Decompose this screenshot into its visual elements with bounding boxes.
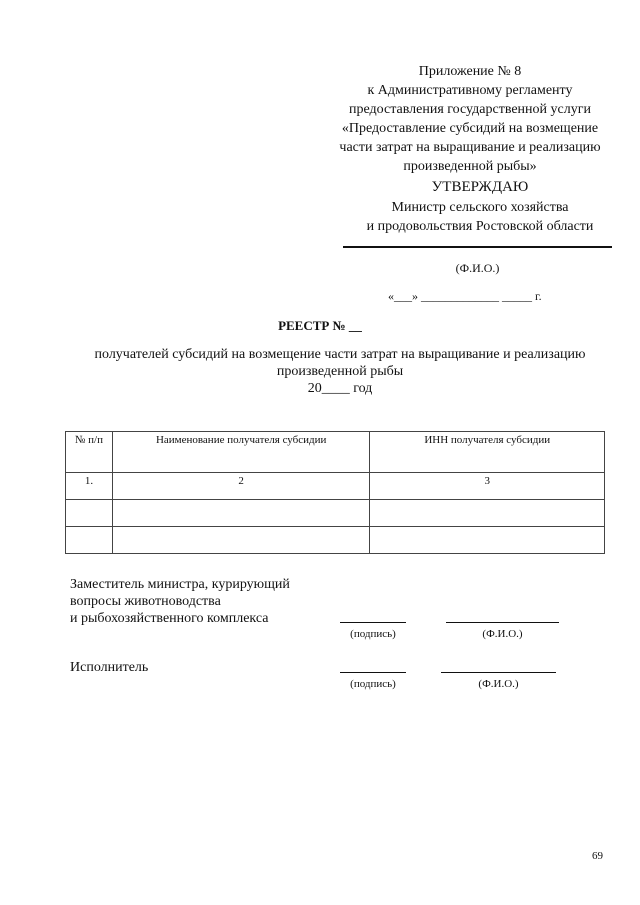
header-cell: Наименование получателя субсидии xyxy=(112,432,370,473)
annex-line: части затрат на выращивание и реализацию xyxy=(339,140,601,155)
table-header-row xyxy=(66,432,605,473)
deputy-line: вопросы животноводства xyxy=(70,594,221,609)
executor-label: Исполнитель xyxy=(70,660,149,675)
numbering-cell: 1. xyxy=(66,473,113,500)
table-cell[interactable] xyxy=(112,527,370,554)
approval-signature-line xyxy=(343,246,612,248)
approval-line: и продовольствия Ростовской области xyxy=(366,219,594,234)
numbering-cell: 2 xyxy=(112,473,370,500)
deputy-signature-line xyxy=(340,622,406,623)
deputy-fio-caption: (Ф.И.О.) xyxy=(482,628,523,640)
executor-signature-line xyxy=(340,672,406,673)
registry-line: получателей субсидий на возмещение части затрат на выращивание и реализацию xyxy=(94,347,586,362)
annex-line: к Административному регламенту xyxy=(367,83,573,98)
page-number: 69 xyxy=(592,850,603,862)
deputy-fio-line xyxy=(446,622,559,623)
approval-block xyxy=(320,178,640,236)
deputy-line: и рыбохозяйственного комплекса xyxy=(70,611,269,626)
table-cell[interactable] xyxy=(66,527,113,554)
annex-line: предоставления государственной услуги xyxy=(349,102,591,117)
registry-year: 20____ год xyxy=(307,381,373,396)
table-cell[interactable] xyxy=(370,500,605,527)
table-cell[interactable] xyxy=(112,500,370,527)
executor-fio-caption: (Ф.И.О.) xyxy=(478,678,519,690)
approval-heading: УТВЕРЖДАЮ xyxy=(431,179,529,195)
deputy-minister-block xyxy=(70,576,290,627)
table-row xyxy=(66,527,605,554)
executor-fio-line xyxy=(441,672,556,673)
table-row xyxy=(66,500,605,527)
header-cell: № п/п xyxy=(66,432,113,473)
deputy-signature-caption: (подпись) xyxy=(350,628,396,640)
registry-line: произведенной рыбы xyxy=(276,364,404,379)
annex-line: произведенной рыбы» xyxy=(403,159,537,174)
approval-line: Министр сельского хозяйства xyxy=(391,200,569,215)
numbering-cell: 3 xyxy=(370,473,605,500)
approval-fio: (Ф.И.О.) xyxy=(455,261,500,275)
registry-title: РЕЕСТР № __ xyxy=(278,318,362,333)
table-cell[interactable] xyxy=(370,527,605,554)
registry-description xyxy=(55,346,625,397)
deputy-line: Заместитель министра, курирующий xyxy=(70,577,290,592)
registry-table xyxy=(65,431,605,554)
table-cell[interactable] xyxy=(66,500,113,527)
annex-header xyxy=(300,62,640,176)
table-numbering-row xyxy=(66,473,605,500)
header-cell: ИНН получателя субсидии xyxy=(370,432,605,473)
annex-line: «Предоставление субсидий на возмещение xyxy=(341,121,599,136)
annex-title: Приложение № 8 xyxy=(418,64,522,79)
approval-date: «___» _____________ _____ г. xyxy=(388,289,542,303)
executor-signature-caption: (подпись) xyxy=(350,678,396,690)
